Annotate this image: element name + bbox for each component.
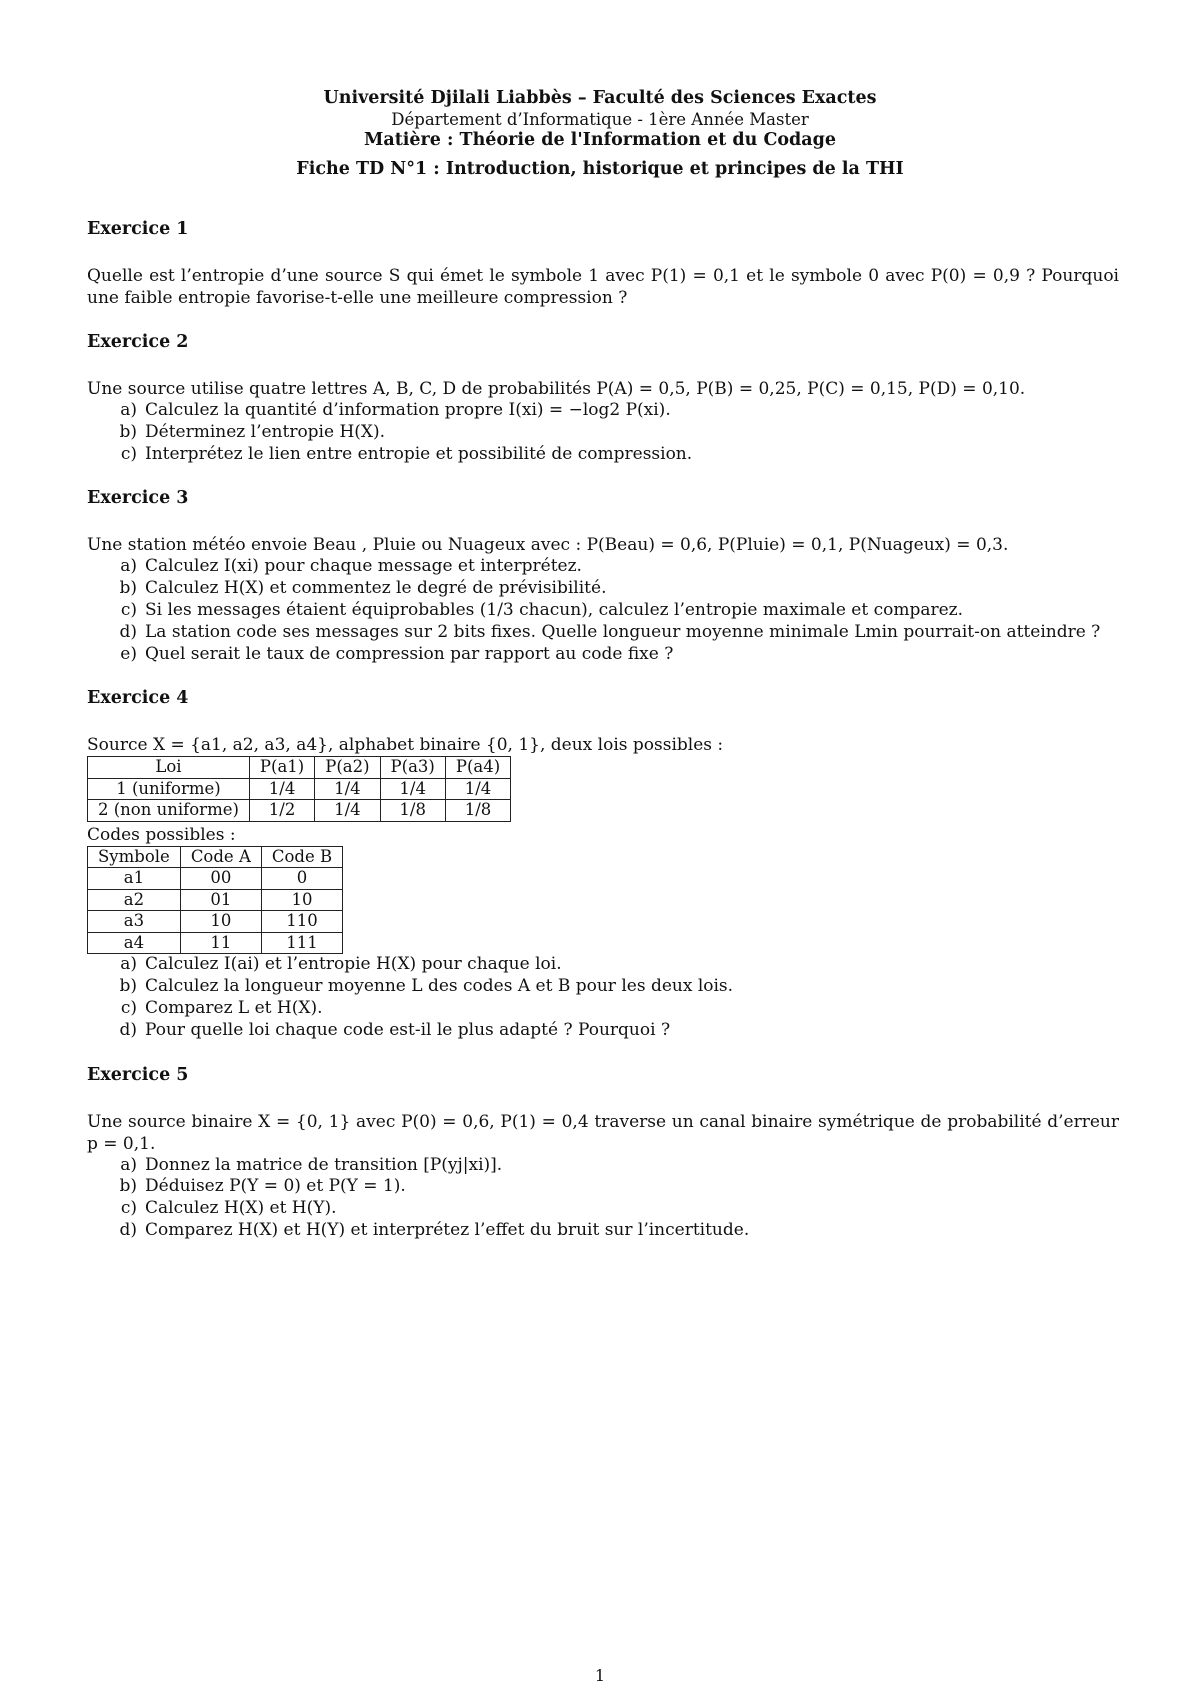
question-text: La station code ses messages sur 2 bits fixes. Quelle longueur moyenne minimale Lmin pourrait-on atteindre ? <box>145 621 1101 642</box>
table-header-row <box>88 757 511 779</box>
question-label: b) <box>119 976 137 997</box>
question-label: c) <box>120 997 137 1018</box>
table-header-cell: P(a1) <box>249 757 314 779</box>
table-cell: 01 <box>180 889 261 911</box>
exercise-2 <box>87 331 1119 465</box>
table-header-cell: Code A <box>180 846 261 868</box>
exercise-title: Exercice 5 <box>87 1064 189 1085</box>
table-cell: 1/8 <box>445 800 510 822</box>
question-label: b) <box>119 1176 137 1197</box>
question-item <box>108 400 1119 422</box>
table-cell: 1/4 <box>249 778 314 800</box>
table-cell: 2 (non uniforme) <box>88 800 250 822</box>
question-item <box>108 556 1119 578</box>
department-line: Département d’Informatique - 1ère Année Master <box>391 110 809 129</box>
question-item <box>108 444 1119 466</box>
question-label: d) <box>119 1019 137 1040</box>
exercise-title: Exercice 4 <box>87 688 189 709</box>
exercise-title: Exercice 1 <box>87 219 189 239</box>
question-label: b) <box>119 421 137 442</box>
table-cell: a2 <box>88 889 181 911</box>
question-label: a) <box>120 556 137 577</box>
question-list <box>87 400 1119 465</box>
exercise-statement: Une source binaire X = {0, 1} avec P(0) = 0,6, P(1) = 0,4 traverse un canal binaire symétrique de probabilité d’erreur p = 0,1. <box>87 1111 1119 1154</box>
question-item <box>108 644 1119 666</box>
question-item <box>108 1220 1119 1242</box>
laws-table <box>87 756 511 822</box>
exercise-statement: Quelle est l’entropie d’une source S qui émet le symbole 1 avec P(1) = 0,1 et le symbole 0 avec P(0) = 0,9 ? Pourquoi une faible entropie favorise-t-elle une meilleure compression ? <box>87 266 1119 308</box>
table-cell: 1/2 <box>249 800 314 822</box>
exercise-title: Exercice 3 <box>87 488 189 509</box>
question-item <box>108 954 1119 976</box>
exercise-title: Exercice 2 <box>87 332 189 352</box>
page-number: 1 <box>594 1666 606 1685</box>
table-row <box>88 911 343 933</box>
table-cell: 10 <box>261 889 342 911</box>
exercises-container <box>87 218 1119 1264</box>
table-cell: 0 <box>261 868 342 890</box>
question-label: d) <box>119 1219 137 1240</box>
table-cell: 1/4 <box>315 800 380 822</box>
exercise-5 <box>87 1064 1119 1242</box>
question-text: Déterminez l’entropie H(X). <box>145 421 386 442</box>
table-row <box>88 800 511 822</box>
question-text: Déduisez P(Y = 0) et P(Y = 1). <box>145 1176 406 1197</box>
question-list <box>87 954 1119 1041</box>
question-text: Donnez la matrice de transition [P(yj|xi)]. <box>145 1154 503 1175</box>
question-text: Calculez I(xi) pour chaque message et interprétez. <box>145 556 582 577</box>
question-text: Calculez la longueur moyenne L des codes A et B pour les deux lois. <box>145 976 734 997</box>
question-item <box>108 1198 1119 1220</box>
question-text: Comparez H(X) et H(Y) et interprétez l’effet du bruit sur l’incertitude. <box>145 1219 750 1240</box>
question-list <box>87 1155 1119 1242</box>
question-text: Calculez la quantité d’information propre I(xi) = −log2 P(xi). <box>145 400 671 420</box>
question-text: Calculez I(ai) et l’entropie H(X) pour chaque loi. <box>145 954 562 975</box>
table-header-cell: Symbole <box>88 846 181 868</box>
question-label: a) <box>120 1154 137 1175</box>
exercise-1 <box>87 218 1119 309</box>
table-header-cell: P(a3) <box>380 757 445 779</box>
question-text: Si les messages étaient équiprobables (1/3 chacun), calculez l’entropie maximale et comparez. <box>145 599 964 620</box>
question-list <box>87 556 1119 665</box>
table-cell: 110 <box>261 911 342 933</box>
question-item <box>108 622 1119 644</box>
question-label: b) <box>119 578 137 599</box>
question-item <box>108 998 1119 1020</box>
exercise-statement: Source X = {a1, a2, a3, a4}, alphabet binaire {0, 1}, deux lois possibles : <box>87 735 724 756</box>
question-item <box>108 976 1119 998</box>
table-header-cell: P(a2) <box>315 757 380 779</box>
question-item <box>108 1020 1119 1042</box>
table-cell: 1/4 <box>445 778 510 800</box>
question-label: c) <box>120 599 137 620</box>
table-cell: a4 <box>88 932 181 954</box>
question-text: Calculez H(X) et commentez le degré de prévisibilité. <box>145 578 607 599</box>
table-cell: 1/4 <box>315 778 380 800</box>
exercise-statement: Une station météo envoie Beau , Pluie ou Nuageux avec : P(Beau) = 0,6, P(Pluie) = 0,1, P(Nuageux) = 0,3. <box>87 535 1009 556</box>
question-text: Interprétez le lien entre entropie et possibilité de compression. <box>145 443 693 464</box>
table-row <box>88 889 343 911</box>
table-row <box>88 778 511 800</box>
document-header <box>0 88 1200 180</box>
question-item <box>108 1155 1119 1177</box>
question-text: Comparez L et H(X). <box>145 997 323 1018</box>
table-cell: 10 <box>180 911 261 933</box>
table-cell: 1 (uniforme) <box>88 778 250 800</box>
question-label: d) <box>119 621 137 642</box>
question-label: a) <box>120 400 137 420</box>
table-header-cell: Code B <box>261 846 342 868</box>
table-cell: 1/8 <box>380 800 445 822</box>
table-header-cell: P(a4) <box>445 757 510 779</box>
codes-caption: Codes possibles : <box>87 824 236 845</box>
question-label: c) <box>120 443 137 464</box>
exercise-3 <box>87 487 1119 665</box>
question-label: e) <box>120 643 137 664</box>
subject-line: Matière : Théorie de l'Information et du Codage <box>363 130 836 150</box>
table-row <box>88 932 343 954</box>
exercise-statement: Une source utilise quatre lettres A, B, C, D de probabilités P(A) = 0,5, P(B) = 0,25, P(C) = 0,15, P(D) = 0,10. <box>87 379 1026 399</box>
table-header-row <box>88 846 343 868</box>
question-text: Pour quelle loi chaque code est-il le plus adapté ? Pourquoi ? <box>145 1019 671 1040</box>
question-text: Quel serait le taux de compression par rapport au code fixe ? <box>145 643 674 664</box>
question-item <box>108 600 1119 622</box>
question-item <box>108 422 1119 444</box>
codes-table <box>87 846 343 955</box>
question-item <box>108 1176 1119 1198</box>
sheet-title: Fiche TD N°1 : Introduction, historique et principes de la THI <box>296 159 904 179</box>
question-label: c) <box>120 1198 137 1219</box>
question-text: Calculez H(X) et H(Y). <box>145 1198 337 1219</box>
exercise-4 <box>87 687 1119 1041</box>
table-cell: 11 <box>180 932 261 954</box>
table-cell: a1 <box>88 868 181 890</box>
table-cell: a3 <box>88 911 181 933</box>
table-cell: 111 <box>261 932 342 954</box>
question-label: a) <box>120 954 137 975</box>
table-cell: 00 <box>180 868 261 890</box>
table-cell: 1/4 <box>380 778 445 800</box>
question-item <box>108 578 1119 600</box>
table-row <box>88 868 343 890</box>
university-line: Université Djilali Liabbès – Faculté des Sciences Exactes <box>323 88 877 108</box>
table-header-cell: Loi <box>88 757 250 779</box>
